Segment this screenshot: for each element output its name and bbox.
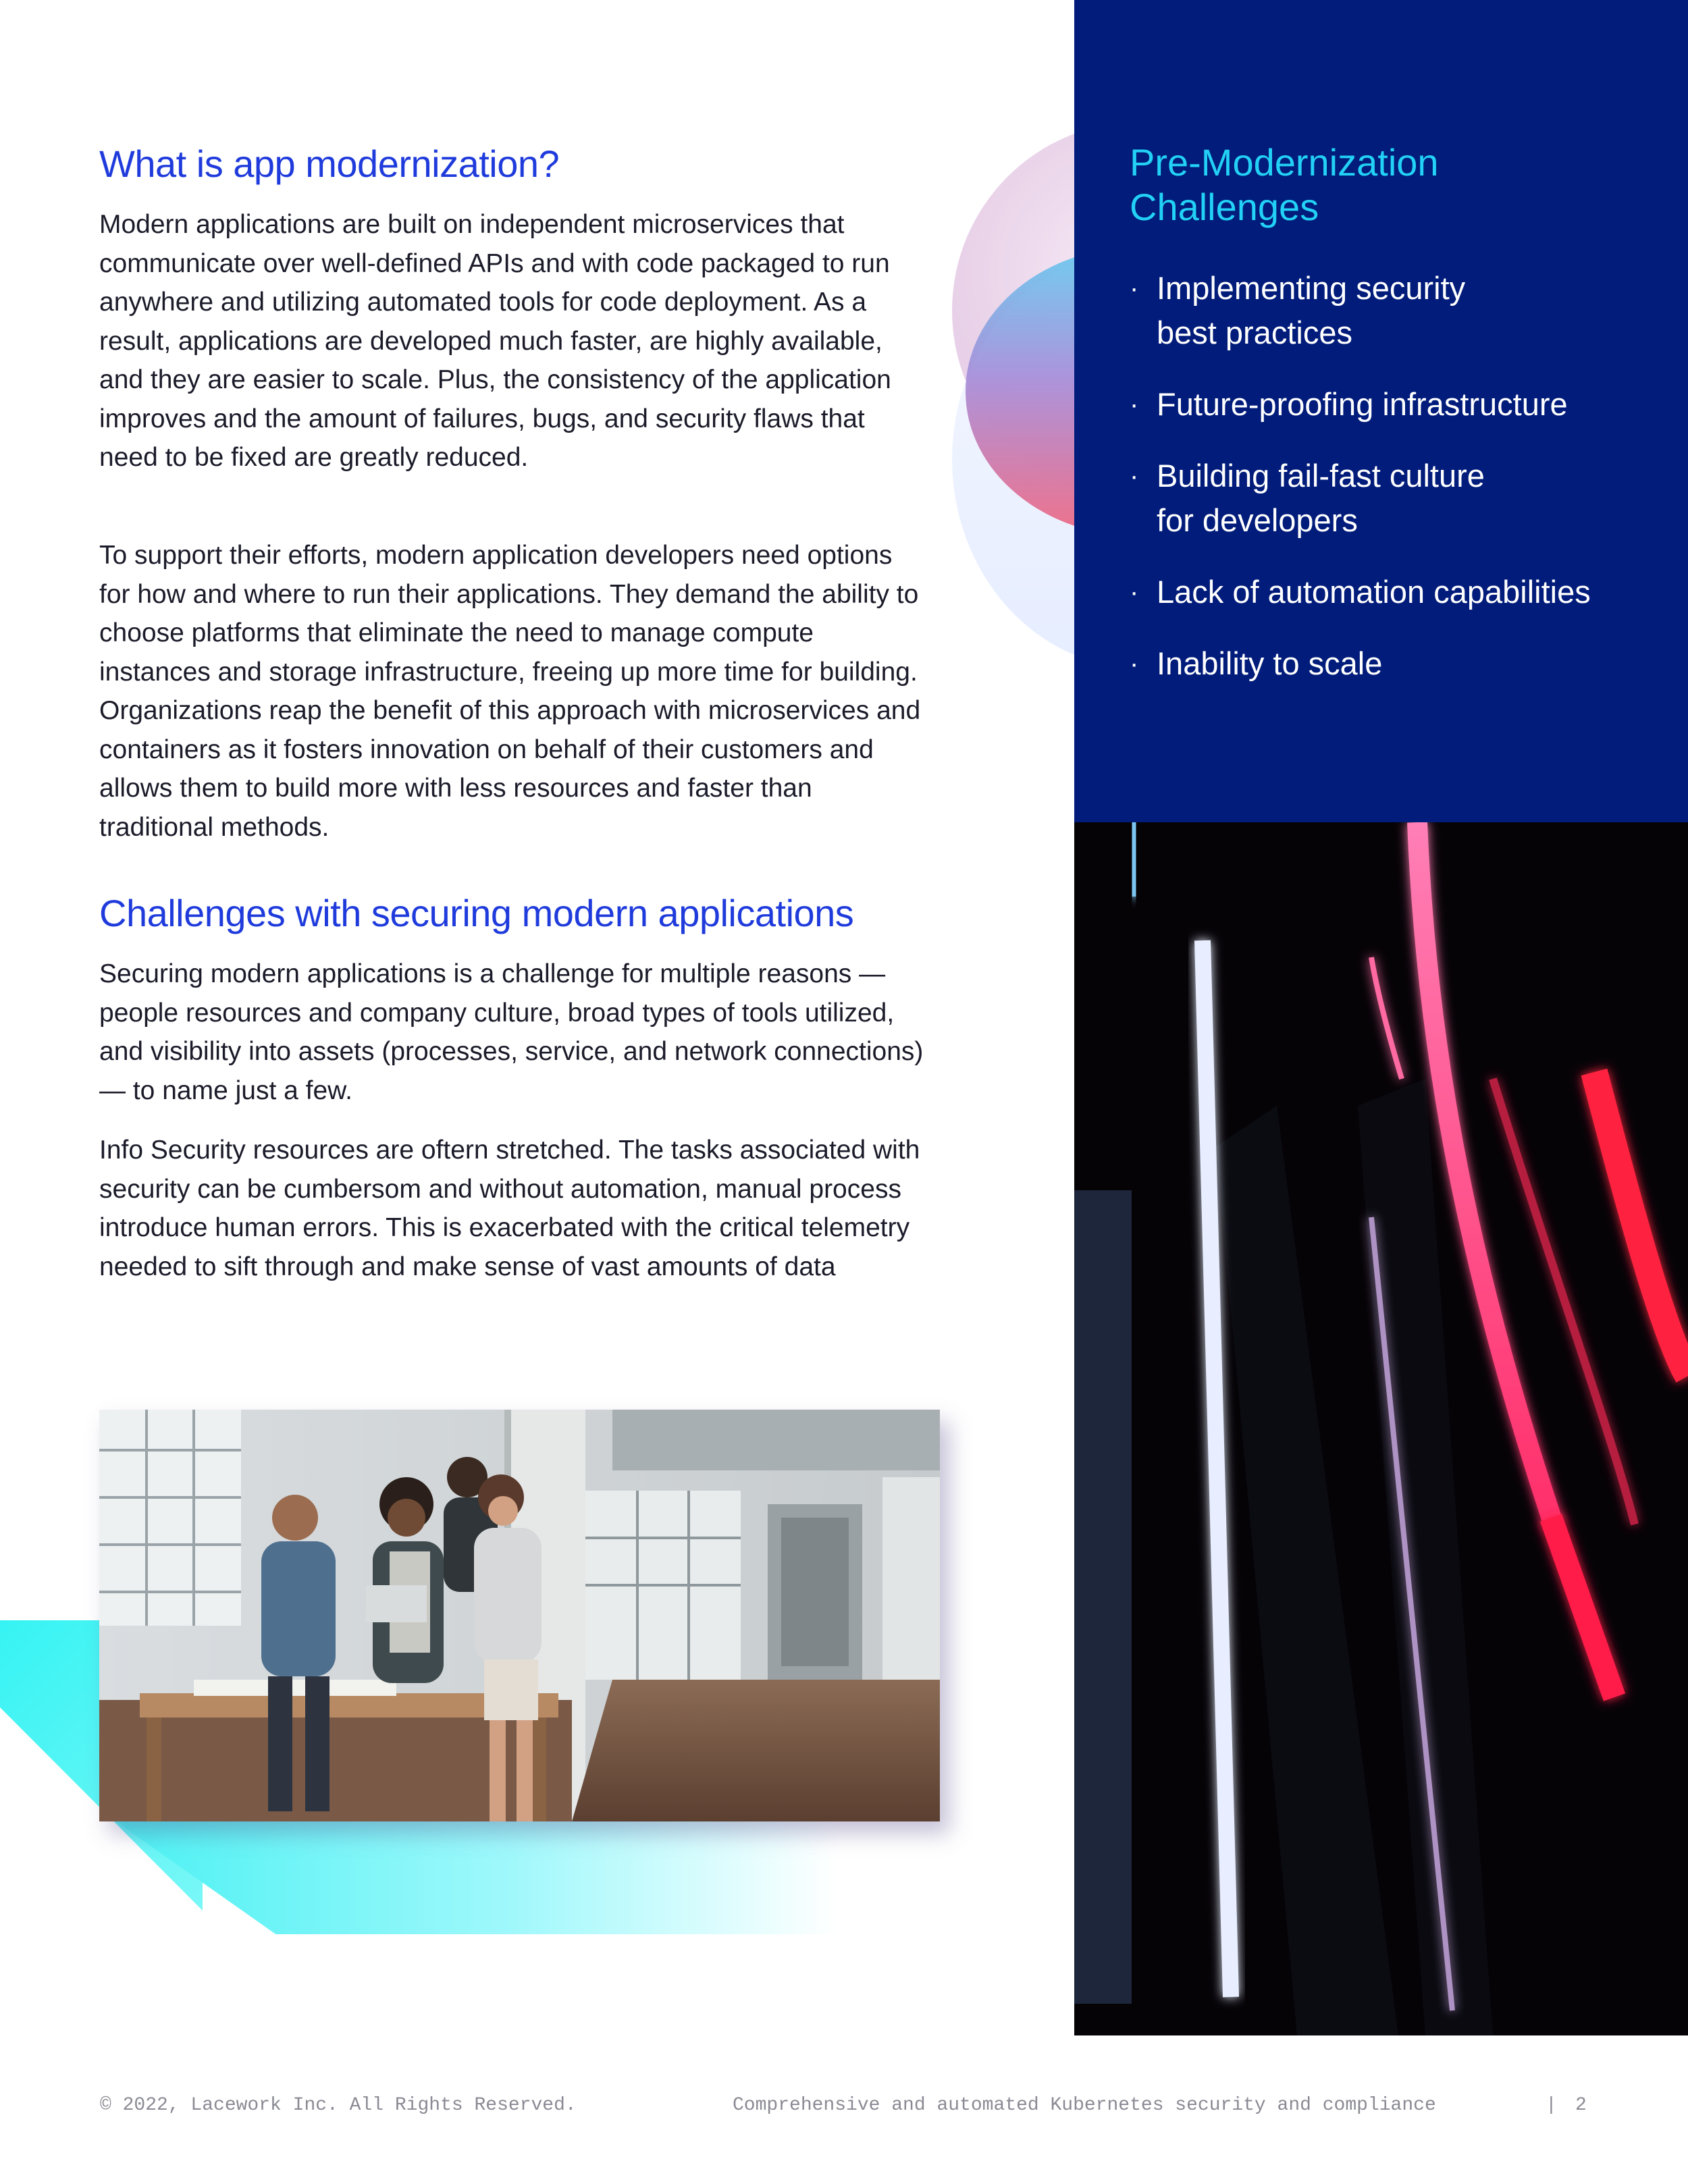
challenge-text-line-1: Future-proofing infrastructure xyxy=(1157,386,1568,422)
office-team-photo xyxy=(99,1410,940,1821)
paragraph-security-challenges: Securing modern applications is a challenge for multiple reasons — people resources and company culture, broad types of tools utilized, and visibility into assets (processes, service, and network connections) — to name just a few. xyxy=(99,959,924,1105)
panel-title xyxy=(1130,140,1439,230)
bullet-dot: · xyxy=(1130,577,1139,607)
challenge-text-line-2: for developers xyxy=(1157,502,1358,538)
paragraph-info-security-resources: Info Security resources are oftern stretched. The tasks associated with security can be cumbersom and without automation, manual process introduce human errors. This is exacerbated with the critical telemetry needed to sift through and make sense of vast amounts of data xyxy=(99,1136,920,1281)
paragraph-developer-options: To support their efforts, modern application developers need options for how and where to run their applications. They demand the ability to choose platforms that eliminate the need to manage compute instances and storage infrastructure, freeing up more time for building. Organizations reap the benefit of this approach with microservices and containers as it fosters innovation on behalf of their customers and allows them to build more with less resources and faster than traditional methods. xyxy=(99,541,921,842)
decorative-cyan-shape-bottom xyxy=(108,1816,837,1934)
bullet-dot: · xyxy=(1130,461,1139,491)
challenge-text-line-1: Inability to scale xyxy=(1157,645,1383,681)
footer-separator: | xyxy=(1546,2095,1557,2116)
section-heading-securing-challenges: Challenges with securing modern applications xyxy=(99,892,854,934)
challenge-text-line-2: best practices xyxy=(1157,315,1352,350)
pre-modernization-panel xyxy=(1074,0,1688,822)
paragraph-modern-applications: Modern applications are built on independent microservices that communicate over well-defined APIs and with code packaged to run anywhere and utilizing automated tools for code deployment. As a result, applications are developed much faster, are highly available, and they are easier to scale. Plus, the consistency of the application improves and the amount of failures, bugs, and security flaws that need to be fixed are greatly reduced. xyxy=(99,210,891,472)
bullet-dot: · xyxy=(1130,273,1139,303)
footer-copyright: © 2022, Lacework Inc. All Rights Reserved. xyxy=(100,2095,577,2116)
panel-title-line-1: Pre-Modernization xyxy=(1130,141,1439,184)
footer-document-title: Comprehensive and automated Kubernetes security and compliance xyxy=(733,2095,1436,2116)
bullet-dot: · xyxy=(1130,649,1139,678)
challenge-text-line-1: Lack of automation capabilities xyxy=(1157,574,1591,610)
bullet-dot: · xyxy=(1130,390,1139,419)
office-team-illustration xyxy=(99,1410,940,1821)
neon-lights-illustration xyxy=(1074,822,1688,2035)
challenge-text-line-1: Implementing security xyxy=(1157,270,1466,306)
panel-title-line-2: Challenges xyxy=(1130,186,1319,228)
footer-page-number: 2 xyxy=(1575,2095,1587,2116)
section-heading-app-modernization: What is app modernization? xyxy=(99,142,560,185)
challenge-text-line-1: Building fail-fast culture xyxy=(1157,458,1485,494)
neon-lights-photo xyxy=(1074,822,1688,2035)
